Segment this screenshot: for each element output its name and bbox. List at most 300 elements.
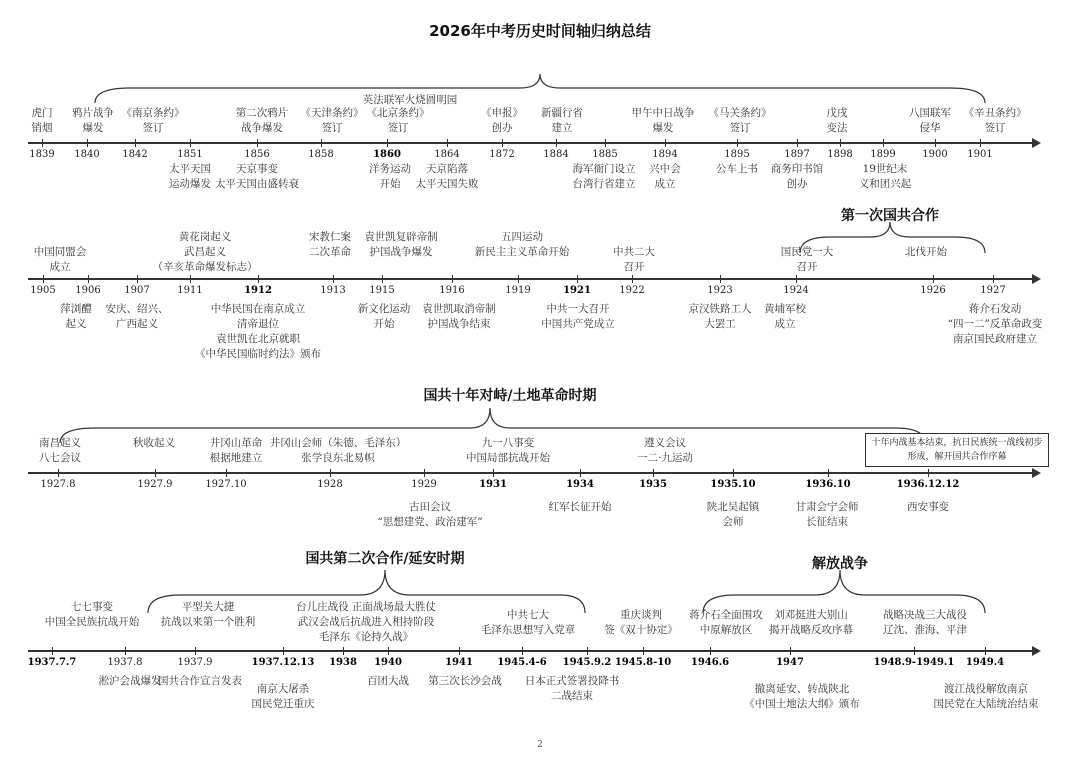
event-above [210, 436, 263, 466]
event-text: 《中华民国临时约法》颁布 [195, 348, 321, 360]
event-text: 成立 [654, 178, 676, 190]
year-label: 1936.10 [805, 479, 851, 490]
event-text: 渡江战役解放南京 [944, 683, 1028, 695]
year-label: 1937.12.13 [251, 657, 315, 668]
timeline-tick [125, 647, 126, 655]
event-above [769, 608, 853, 638]
event-above [34, 245, 87, 275]
event-text: 南京国民政府建立 [953, 333, 1037, 345]
year-label: 1922 [619, 285, 645, 296]
event-below [541, 302, 615, 332]
event-above [637, 436, 693, 466]
event-below [771, 162, 824, 192]
event-above [905, 245, 947, 260]
timeline-axis [28, 278, 1032, 280]
timeline-tick [933, 275, 934, 283]
event-text: 护国战争结束 [427, 318, 491, 330]
event-text: 爆发 [652, 122, 674, 134]
event-text: 开始 [379, 178, 401, 190]
timeline-tick [258, 275, 259, 283]
event-above [301, 106, 364, 136]
event-text: 南昌起义 [39, 437, 81, 449]
year-label: 1840 [74, 149, 100, 160]
timeline-tick [330, 469, 331, 477]
event-text: 张学良东北易帜 [301, 452, 375, 464]
event-text: 红军长征开始 [548, 501, 612, 513]
event-above [466, 436, 550, 466]
event-below [428, 674, 502, 689]
timeline-tick [710, 647, 711, 655]
event-text: 安庆、绍兴、 [105, 303, 169, 315]
event-text: 太平天国 [169, 163, 211, 175]
year-label: 1949.4 [965, 657, 1005, 668]
year-label: 1935.10 [710, 479, 756, 490]
timeline-tick [733, 469, 734, 477]
year-label: 1928 [317, 479, 343, 490]
event-text: 日本正式签署投降书 [524, 675, 620, 687]
timeline-tick [459, 647, 460, 655]
timeline-tick [226, 469, 227, 477]
event-text: 井冈山革命 [209, 437, 263, 449]
event-text: 《辛丑条约》 [963, 107, 1027, 119]
event-below [525, 674, 620, 704]
year-label: 1935 [639, 479, 667, 490]
event-text: 长征结束 [806, 516, 848, 528]
year-label: 1947 [776, 657, 804, 668]
event-below [716, 162, 758, 177]
event-text: 义和团兴起 [858, 178, 912, 190]
event-text: 签订 [729, 122, 751, 134]
event-text: 中国局部抗战开始 [466, 452, 550, 464]
event-text: 成立 [49, 261, 71, 273]
event-text: 《北京条约》 [366, 107, 430, 119]
event-text: 京汉铁路工人 [688, 303, 752, 315]
event-below [859, 162, 912, 192]
event-text: （辛亥革命爆发标志） [152, 261, 258, 273]
year-label: 1940 [374, 657, 402, 668]
event-below [907, 500, 949, 515]
year-label: 1929 [411, 479, 437, 490]
event-below [764, 302, 806, 332]
event-above [367, 106, 430, 136]
event-above [39, 436, 81, 466]
event-text: 《南京条约》 [121, 107, 185, 119]
event-text: 中华民国在南京成立 [210, 303, 306, 315]
event-above [883, 608, 967, 638]
event-text: 创办 [491, 122, 513, 134]
timeline-tick [88, 275, 89, 283]
event-above [475, 230, 570, 260]
event-text: 签订 [984, 122, 1006, 134]
year-label: 1894 [652, 149, 678, 160]
timeline-tick [935, 139, 936, 147]
year-label: 1885 [592, 149, 618, 160]
event-below [252, 682, 315, 712]
event-above [709, 106, 772, 136]
year-label: 1842 [122, 149, 148, 160]
event-above [613, 245, 655, 275]
event-text: 起义 [65, 318, 87, 330]
event-text: 陕北吴起镇 [706, 501, 760, 513]
timeline-tick [522, 647, 523, 655]
event-text: 甲午中日战争 [631, 107, 695, 119]
event-text: 九一八事变 [481, 437, 535, 449]
event-text: 侵华 [919, 122, 941, 134]
event-below [169, 162, 211, 192]
event-text: 宋教仁案 [309, 231, 351, 243]
event-below [948, 302, 1043, 347]
event-above [161, 600, 256, 630]
timeline-tick [737, 139, 738, 147]
event-text: 黄花岗起义 [178, 231, 232, 243]
timeline-tick [343, 647, 344, 655]
event-below [549, 500, 612, 515]
timeline-tick [556, 139, 557, 147]
timeline-tick [790, 647, 791, 655]
event-below [707, 500, 760, 530]
timeline-tick [283, 647, 284, 655]
year-label: 1931 [479, 479, 507, 490]
section-title-ten-years: 国共十年对峙/土地革命时期 [423, 388, 597, 404]
timeline-tick [388, 647, 389, 655]
event-text: 萍浏醴 [60, 303, 92, 315]
event-text: 蒋介石全面围攻 [689, 609, 763, 621]
year-label: 1897 [784, 149, 810, 160]
event-text: 签订 [321, 122, 343, 134]
event-below [573, 162, 636, 192]
section-title-second-coop: 国共第二次合作/延安时期 [305, 551, 465, 567]
timeline-tick [502, 139, 503, 147]
timeline-tick [387, 139, 388, 147]
event-text: 太平天国失败 [415, 178, 479, 190]
year-label: 1945.8-10 [614, 657, 672, 668]
year-label: 1913 [320, 285, 346, 296]
event-above [296, 600, 436, 645]
event-text: 大罢工 [704, 318, 736, 330]
brace-label-anglo-french: 英法联军火烧圆明园 [362, 94, 458, 106]
timeline-axis [28, 472, 1032, 474]
event-text: 天京陷落 [426, 163, 468, 175]
year-label: 1927.10 [205, 479, 247, 490]
event-text: 清帝退位 [237, 318, 279, 330]
year-label: 1941 [445, 657, 473, 668]
event-text: 袁世凯取消帝制 [422, 303, 496, 315]
timeline-tick [447, 139, 448, 147]
timeline-tick [914, 647, 915, 655]
event-text: 黄埔军校 [764, 303, 806, 315]
event-above [133, 436, 175, 451]
event-text: 武昌起义 [184, 246, 226, 258]
event-text: 中原解放区 [699, 624, 753, 636]
event-text: 北伐开始 [905, 246, 947, 258]
event-above [309, 230, 351, 260]
event-text: 洋务运动 [369, 163, 411, 175]
event-text: 八国联军 [909, 107, 951, 119]
event-below [796, 500, 859, 530]
timeline-tick [333, 275, 334, 283]
event-text: 台湾行省建立 [572, 178, 636, 190]
event-text: 武汉会战后抗战进入相持阶段 [297, 616, 435, 628]
event-text: 中共二大 [613, 246, 655, 258]
year-label: 1907 [124, 285, 150, 296]
timeline-tick [382, 275, 383, 283]
event-text: 撤离延安、转战陕北 [754, 683, 850, 695]
timeline-tick [665, 139, 666, 147]
timeline-tick [135, 139, 136, 147]
event-below [934, 682, 1039, 712]
event-text: 战略决战三大战役 [883, 609, 967, 621]
year-label: 1858 [308, 149, 334, 160]
event-text: 《马关条约》 [708, 107, 772, 119]
timeline-tick [720, 275, 721, 283]
timeline-tick [452, 275, 453, 283]
event-text: 中国同盟会 [33, 246, 87, 258]
event-text: 古田会议 [409, 501, 451, 513]
year-label: 1856 [244, 149, 270, 160]
event-text: 鸦片战争 [72, 107, 114, 119]
event-text: 南京大屠杀 [256, 683, 310, 695]
year-label: 1924 [783, 285, 809, 296]
event-text: 二次革命 [309, 246, 351, 258]
event-text: 七七事变 [71, 601, 113, 613]
event-text: 兴中会 [649, 163, 681, 175]
timeline-tick [58, 469, 59, 477]
event-text: 八七会议 [39, 452, 81, 464]
year-label: 1895 [724, 149, 750, 160]
event-below [60, 302, 92, 332]
event-text: 毛泽东思想写入党章 [480, 624, 576, 636]
page-number: 2 [537, 740, 543, 750]
year-label: 1912 [244, 285, 272, 296]
event-text: 护国战争爆发 [369, 246, 433, 258]
event-text: 遵义会议 [644, 437, 686, 449]
event-above [122, 106, 185, 136]
event-text: 太平天国由盛转衰 [215, 178, 299, 190]
event-text: 第二次鸦片 [235, 107, 289, 119]
event-below [369, 162, 411, 192]
section-title-liberation: 解放战争 [812, 556, 868, 572]
event-text: 19世纪末 [862, 163, 908, 175]
timeline-tick [985, 647, 986, 655]
event-text: 一二·九运动 [637, 452, 693, 464]
event-text: 公车上书 [716, 163, 758, 175]
year-label: 1916 [439, 285, 465, 296]
year-label: 1927 [980, 285, 1006, 296]
year-label: 1934 [566, 479, 594, 490]
timeline-tick [797, 139, 798, 147]
timeline-tick [190, 275, 191, 283]
event-below [416, 162, 479, 192]
timeline-tick [493, 469, 494, 477]
timeline-arrow-icon [1032, 646, 1041, 656]
timeline-tick [796, 275, 797, 283]
event-text: 重庆谈判 [620, 609, 662, 621]
year-label: 1927.8 [40, 479, 76, 490]
event-text: 中共一大召开 [546, 303, 610, 315]
year-label: 1900 [922, 149, 948, 160]
year-label: 1898 [827, 149, 853, 160]
event-above [909, 106, 951, 136]
event-text: 中国全民族抗战开始 [44, 616, 140, 628]
year-label: 1923 [707, 285, 733, 296]
event-text: 《中国土地法大纲》颁布 [744, 698, 860, 710]
event-text: 国民党在大陆统治结束 [933, 698, 1039, 710]
year-label: 1946.6 [690, 657, 730, 668]
event-above [632, 106, 695, 136]
event-text: 秋收起义 [133, 437, 175, 449]
event-text: 新疆行省 [541, 107, 583, 119]
year-label: 1851 [177, 149, 203, 160]
page-title: 2026年中考历史时间轴归纳总结 [429, 22, 651, 40]
event-text: 会师 [722, 516, 744, 528]
timeline-tick [928, 469, 929, 477]
event-below [367, 674, 409, 689]
timeline-tick [577, 275, 578, 283]
timeline-tick [653, 469, 654, 477]
event-below [358, 302, 411, 332]
timeline-tick [840, 139, 841, 147]
event-text: 天京事变 [236, 163, 278, 175]
event-above [45, 600, 140, 630]
year-label: 1915 [369, 285, 395, 296]
event-above [781, 245, 834, 275]
timeline-tick [580, 469, 581, 477]
timeline-tick [42, 139, 43, 147]
event-text: 国民党一大 [780, 246, 834, 258]
timeline-arrow-icon [1032, 274, 1041, 284]
timeline-axis [28, 650, 1032, 652]
event-text: 二战结束 [551, 690, 593, 702]
timeline-tick [137, 275, 138, 283]
timeline-tick [87, 139, 88, 147]
event-text: 淞沪会战爆发 [98, 675, 162, 687]
timeline-tick [257, 139, 258, 147]
event-below [106, 302, 169, 332]
year-label: 1921 [563, 285, 591, 296]
year-label: 1948.9-1949.1 [873, 657, 955, 668]
event-text: 商务印书馆 [770, 163, 824, 175]
event-above [481, 106, 523, 136]
section-title-first-coop: 第一次国共合作 [841, 208, 939, 224]
event-above [364, 230, 438, 260]
year-label: 1927.9 [137, 479, 173, 490]
event-below [689, 302, 752, 332]
timeline-tick [155, 469, 156, 477]
event-above [689, 608, 763, 638]
event-below [195, 302, 321, 362]
year-label: 1906 [75, 285, 101, 296]
event-above [32, 106, 53, 136]
event-above [964, 106, 1027, 136]
event-text: 戊戌 [826, 107, 848, 119]
event-text: 爆发 [82, 122, 104, 134]
event-text: 百团大战 [367, 675, 409, 687]
event-below [215, 162, 299, 192]
event-text: 西安事变 [907, 501, 949, 513]
year-label: 1911 [177, 285, 203, 296]
event-text: 海军衙门设立 [572, 163, 636, 175]
year-label: 1937.8 [107, 657, 143, 668]
event-text: 新民主主义革命开始 [474, 246, 570, 258]
event-text: 第三次长沙会战 [428, 675, 502, 687]
year-label: 1937.7.7 [27, 657, 77, 668]
event-above [827, 106, 848, 136]
event-text: 召开 [623, 261, 645, 273]
event-text: 变法 [826, 122, 848, 134]
event-text: 国共合作宣言发表 [158, 675, 242, 687]
event-text: 刘邓挺进大别山 [774, 609, 848, 621]
timeline-tick [605, 139, 606, 147]
timeline-tick [883, 139, 884, 147]
timeline-tick [43, 275, 44, 283]
event-text: 运动爆发 [169, 178, 211, 190]
timeline-tick [195, 647, 196, 655]
event-above [481, 608, 576, 638]
event-text: 《申报》 [481, 107, 523, 119]
event-above [604, 608, 678, 638]
timeline-tick [190, 139, 191, 147]
event-above [153, 230, 258, 275]
event-text: 虎门 [31, 107, 53, 119]
event-text: 签订 [142, 122, 164, 134]
year-label: 1860 [373, 149, 401, 160]
event-below [99, 674, 162, 689]
event-text: 召开 [796, 261, 818, 273]
year-label: 1937.9 [177, 657, 213, 668]
timeline-tick [587, 647, 588, 655]
event-text: 袁世凯复辟帝制 [364, 231, 438, 243]
year-label: 1899 [870, 149, 896, 160]
event-text: 签订 [387, 122, 409, 134]
event-text: “四一二”反革命政变 [947, 318, 1043, 330]
year-label: 1936.12.12 [896, 479, 960, 490]
timeline-tick [424, 469, 425, 477]
year-label: 1905 [30, 285, 56, 296]
timeline-tick [980, 139, 981, 147]
year-label: 1901 [967, 149, 993, 160]
event-text: 揭开战略反攻序幕 [769, 624, 853, 636]
timeline-tick [643, 647, 644, 655]
event-text: 平型关大捷 [181, 601, 235, 613]
year-label: 1884 [543, 149, 569, 160]
event-text: 蒋介石发动 [968, 303, 1022, 315]
timeline-arrow-icon [1032, 138, 1041, 148]
timeline-tick [632, 275, 633, 283]
year-label: 1919 [505, 285, 531, 296]
event-text: 袁世凯在北京就职 [216, 333, 300, 345]
year-label: 1938 [329, 657, 357, 668]
event-text: 台儿庄战役 正面战场最大胜仗 [296, 601, 436, 613]
event-above [72, 106, 114, 136]
event-text: 甘肃会宁会师 [795, 501, 859, 513]
timeline-tick [52, 647, 53, 655]
event-text: 中国共产党成立 [541, 318, 615, 330]
event-text: 中共七大 [507, 609, 549, 621]
event-text: 成立 [774, 318, 796, 330]
note-box: 十年内战基本结束，抗日民族统一战线初步形成，解开国共合作序幕 [865, 433, 1049, 467]
event-below [744, 682, 860, 712]
event-text: 建立 [551, 122, 573, 134]
event-above [541, 106, 583, 136]
event-text: 广西起义 [116, 318, 158, 330]
timeline-arrow-icon [1032, 468, 1041, 478]
year-label: 1926 [920, 285, 946, 296]
event-text: 销烟 [31, 122, 53, 134]
event-below [649, 162, 681, 192]
year-label: 1864 [434, 149, 460, 160]
event-below [158, 674, 242, 689]
timeline-tick [321, 139, 322, 147]
